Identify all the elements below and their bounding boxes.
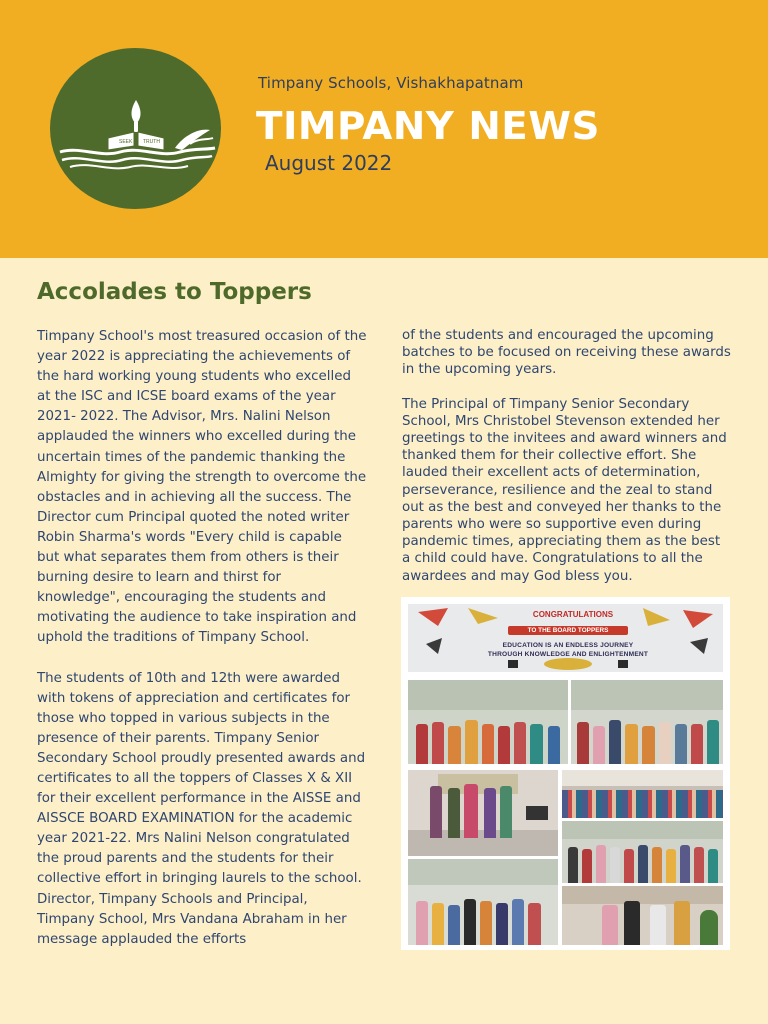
group-photo-toppers-3 [408, 859, 558, 945]
article-left-column [37, 327, 367, 950]
photo-collage [401, 597, 730, 950]
article-paragraph: Timpany School's most treasured occasion of the year 2022 is appreciating the achievements of the hard working young students who excelled at the ISC and ICSE board exams of the year 2021- 2022. The Advisor, Mrs. Nalini Nelson applauded the winners who excelled during the uncertain times of the pandemic thanking the Almighty for giving the strength to overcome the obstacles and in achieving all the success. The Director cum Principal quoted the noted writer Robin Sharma's words "Every child is capable but what separates them from others is their burning desire to learn and thirst for knowledge", encouraging the students and motivating the audience to take inspiration and uphold the traditions of Timpany School. [37, 329, 367, 646]
group-photo-toppers-1 [408, 680, 568, 764]
banner-subtitle: TO THE BOARD TOPPERS [508, 626, 628, 635]
issue-date: August 2022 [265, 151, 393, 175]
congratulations-banner-photo [408, 604, 723, 672]
logo-book-text-left: SEEK [119, 139, 133, 145]
banner-title: CONGRATULATIONS [532, 610, 614, 619]
group-photo-toppers-2 [571, 680, 723, 764]
article-right-column [402, 327, 732, 585]
group-photo-toppers-4 [562, 821, 723, 883]
award-presentation-photo [562, 886, 723, 945]
banner-line-1: EDUCATION IS AN ENDLESS JOURNEY [502, 642, 634, 649]
newsletter-header [0, 0, 768, 258]
stage-performance-photo [408, 770, 558, 856]
school-logo [50, 48, 221, 209]
audience-photo [562, 770, 723, 818]
article-paragraph: The students of 10th and 12th were awarded with tokens of appreciation and certificates for those who topped in various subjects in the presence of their parents. Timpany Senior Secondary School proudly presented awards and certificates to all the toppers of Classes X & XII for their excellent performance in the AISSE and AISSCE BOARD EXAMINATION for the academic year 2021-22. Mrs Nalini Nelson congratulated the proud parents and the students for their collective effort in bringing laurels to the school. Director, Timpany Schools and Principal, Timpany School, Mrs Vandana Abraham in her message applauded the efforts [37, 670, 366, 947]
school-name: Timpany Schools, Vishakhapatnam [258, 74, 524, 92]
banner-line-2: THROUGH KNOWLEDGE AND ENLIGHTENMENT [487, 651, 649, 658]
logo-book-text-right: TRUTH [143, 139, 160, 145]
article-headline: Accolades to Toppers [37, 279, 312, 305]
newsletter-title: TIMPANY NEWS [256, 104, 600, 148]
seek-truth-book-lamp-icon [50, 48, 221, 209]
article-paragraph: of the students and encouraged the upcoming batches to be focused on receiving these awards in the upcoming years. [402, 328, 731, 378]
article-paragraph: The Principal of Timpany Senior Secondary School, Mrs Christobel Stevenson extended her greetings to the invitees and award winners and thanked them for their collective effort. She lauded their excellent acts of determination, perseverance, resilience and the zeal to stand out as the best and conveyed her thanks to the parents who were so supportive even during pandemic times, appreciating them as the best a child could have. Congratulations to all the awardees and may God bless you. [402, 396, 727, 584]
